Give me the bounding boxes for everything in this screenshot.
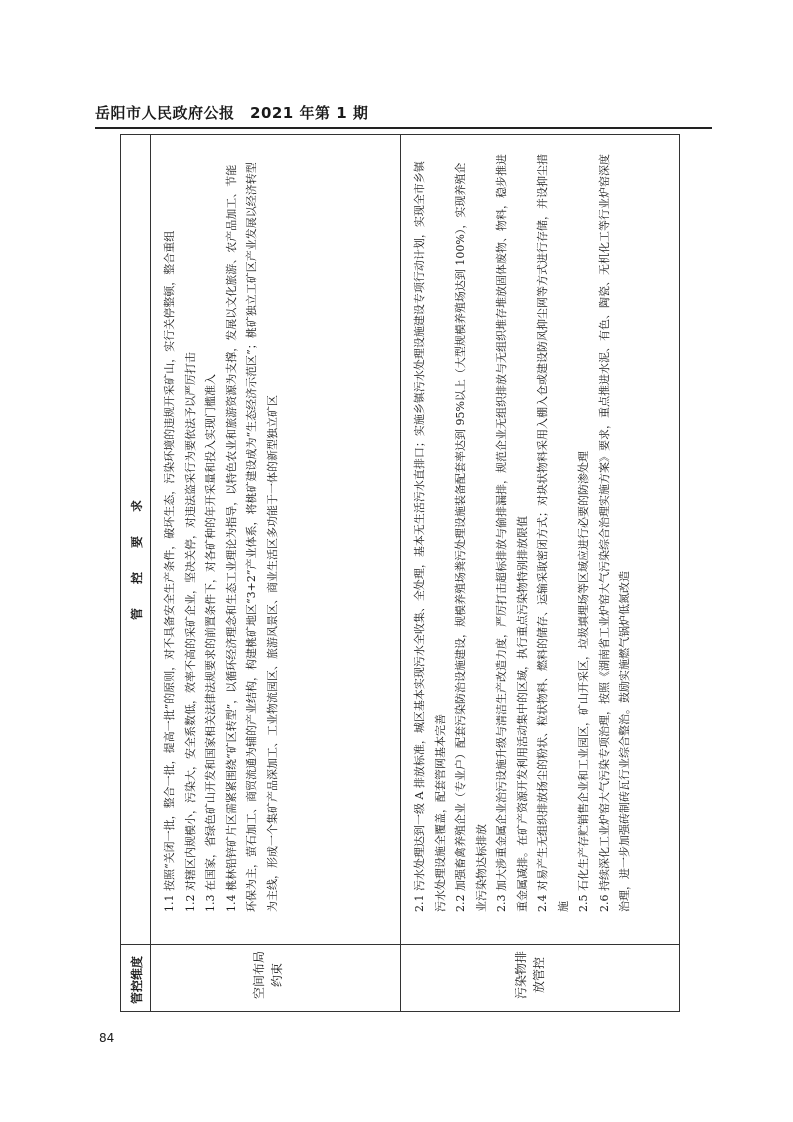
column-header-dimension: 管控维度 xyxy=(130,955,144,1004)
column-divider-dimension xyxy=(400,134,401,1012)
requirement-1-3: 1.3 在国家，省绿色矿山开发和国家相关法律法规要求的前置条件下，对各矿种的年开采量和投入实现门槛准入 xyxy=(204,374,217,912)
requirement-2-4: 2.4 对易产生无组织排放扬尘的粉状、粒状物料、燃料的储存、运输采取密闭方式；对块状物料采用入棚入仓或建设防风抑尘网等方式进行存储，并设抑尘措施 xyxy=(536,154,570,912)
requirement-2-5: 2.5 石化生产存贮销售企业和工业园区，矿山开采区，垃圾填埋场等区域应进行必要的防渗处理 xyxy=(577,451,590,912)
row1-dimension-line1: 空间布局 xyxy=(252,951,266,1000)
column-header-requirements: 管 控 要 求 xyxy=(130,499,144,620)
row2-dimension-label xyxy=(512,950,548,1000)
row2-requirements xyxy=(410,154,636,934)
row1-dimension-label xyxy=(250,950,286,1000)
requirement-1-2: 1.2 对辖区内规模小，污染大，安全系数低，效率不高的采矿企业，坚决关停，对违法盗采行为要依法予以严厉打击 xyxy=(183,352,197,912)
row1-requirements xyxy=(160,154,283,934)
requirement-2-2: 2.2 加强畜禽养殖企业（专业户）配套污染防治设施建设，规模养殖场粪污处理设施装备配套率达到 95%以上（大型规模养殖场达到 100%），实现养殖企业污染物达标排放 xyxy=(454,162,488,912)
requirement-1-1: 1.1 按照“关闭一批，整合一批，提高一批”的原则，对不具备安全生产条件，破坏生态，污染环境的违规开采矿山，实行关停整顿，整合重组 xyxy=(163,230,176,912)
page-number: 84 xyxy=(99,1031,115,1045)
column-divider-row1 xyxy=(150,134,151,1012)
row2-dimension-line1: 污染物排 xyxy=(514,951,528,1000)
requirement-2-6: 2.6 持续深化工业炉窑大气污染专项治理，按照《湖南省工业炉窑大气污染综合治理实施方案》要求，重点推进水泥、有色、陶瓷、无机化工等行业炉窑深度治理，进一步加强砖制砖瓦行业综合整治。鼓励实施燃气锅炉低氮改造 xyxy=(597,154,631,912)
row1-dimension-line2: 约束 xyxy=(270,963,284,988)
header-rule xyxy=(95,127,712,129)
requirement-2-1: 2.1 污水处理达到一级 A 排放标准，城区基本实现污水全收集、全处理，基本无生活污水直排口；实施乡镇污水处理设施建设专项行动计划，实现全市乡镇污水处理设施全覆盖，配套管网基本完善 xyxy=(413,161,447,912)
requirement-1-4: 1.4 桃林铅锌矿片区需紧紧围绕“矿区转型”，以循环经济理念和生态工业理论为指导，以特色农业和旅游资源为支撑，发展以文化旅游、农产品加工、节能环保为主，萤石加工、商贸流通为辅的产业结构，构建桃矿地区“3+2”产业体系，将桃矿建设成为“生态经济示范区”；桃矿独立工矿区产业发展以经济转型为主线，形成一个集矿产品深加工、工业物流园区、旅游风景区、商业生活区多功能于一体的新型独立矿区 xyxy=(224,162,279,912)
requirement-2-3: 2.3 加大涉重金属企业治污设施升级与清洁生产改造力度，严厉打击超标排放与偷排漏排，规范企业无组织排放与无组织堆存堆放固体废物、物料，稳步推进重金属减排。在矿产资源开发利用活动集中的区域，执行重点污染物特别排放限值 xyxy=(495,154,529,912)
bulletin-header-title: 岳阳市人民政府公报 2021 年第 1 期 xyxy=(95,104,369,122)
row2-dimension-line2: 放管控 xyxy=(532,957,546,994)
